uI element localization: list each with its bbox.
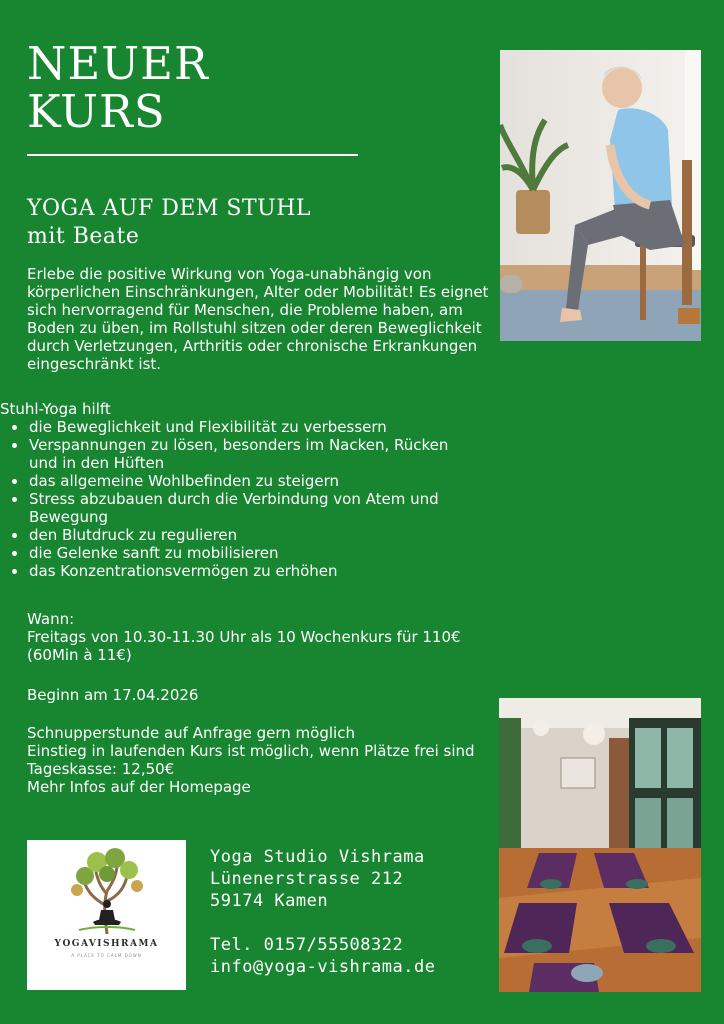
schedule-section <box>27 610 497 664</box>
studio-room-photo <box>499 698 701 992</box>
phone-number: Tel. 0157/55508322 <box>210 935 404 955</box>
studio-logo <box>27 840 186 990</box>
more-info-text: Mehr Infos auf der Homepage <box>27 778 251 796</box>
course-subtitle: mit Beate <box>27 224 140 249</box>
start-date: Beginn am 17.04.2026 <box>27 686 199 704</box>
list-item: • Verspannungen zu lösen, besonders im Nacken, Rücken und in den Hüften <box>28 436 470 472</box>
headline-line-1: NEUER <box>27 37 209 90</box>
benefits-section <box>0 400 470 580</box>
day-ticket-price: Tageskasse: 12,50€ <box>27 760 175 778</box>
schedule-label: Wann: <box>27 610 75 628</box>
info-section <box>27 724 497 796</box>
chair-yoga-photo <box>500 50 701 341</box>
list-item: • die Gelenke sanft zu mobilisieren <box>28 544 470 562</box>
course-title-block <box>27 195 311 251</box>
schedule-details: Freitags von 10.30-11.30 Uhr als 10 Wochenkurs für 110€ (60Min à 11€) <box>27 628 461 664</box>
list-item: • die Beweglichkeit und Flexibilität zu verbessern <box>28 418 470 436</box>
intro-text: Erlebe die positive Wirkung von Yoga-unabhängig von körperlichen Einschränkungen, Alter oder Mobilität! Es eignet sich hervorragend für Menschen, die Probleme haben, am Boden zu üben, im Rollstuhl sitzen oder deren Beweglichkeit durch Verletzungen, Arthritis oder chronische Erkrankungen eingeschränkt ist. <box>27 265 489 373</box>
benefits-list <box>0 418 470 580</box>
list-item: • das Konzentrationsvermögen zu erhöhen <box>28 562 470 580</box>
studio-name: Yoga Studio Vishrama <box>210 847 425 867</box>
headline <box>27 37 209 138</box>
contact-spacer <box>210 912 490 934</box>
list-item: • den Blutdruck zu regulieren <box>28 526 470 544</box>
trial-lesson-text: Schnupperstunde auf Anfrage gern möglich <box>27 724 355 742</box>
headline-divider <box>27 154 358 156</box>
tree-meditation-icon <box>67 846 147 936</box>
contact-block <box>210 846 490 978</box>
list-item: • das allgemeine Wohlbefinden zu steigern <box>28 472 470 490</box>
list-item: • Stress abzubauen durch die Verbindung von Atem und Bewegung <box>28 490 470 526</box>
email-address: info@yoga-vishrama.de <box>210 957 436 977</box>
headline-line-2: KURS <box>27 85 166 138</box>
benefits-heading: Stuhl-Yoga hilft <box>0 400 111 418</box>
join-text: Einstieg in laufenden Kurs ist möglich, wenn Plätze frei sind <box>27 742 475 760</box>
logo-tagline: A PLACE TO CALM DOWN <box>71 953 142 958</box>
logo-wordmark: YOGAVISHRAMA <box>54 939 159 949</box>
street-address: Lünenerstrasse 212 <box>210 869 404 889</box>
course-title: YOGA AUF DEM STUHL <box>27 196 311 221</box>
city-address: 59174 Kamen <box>210 891 329 911</box>
